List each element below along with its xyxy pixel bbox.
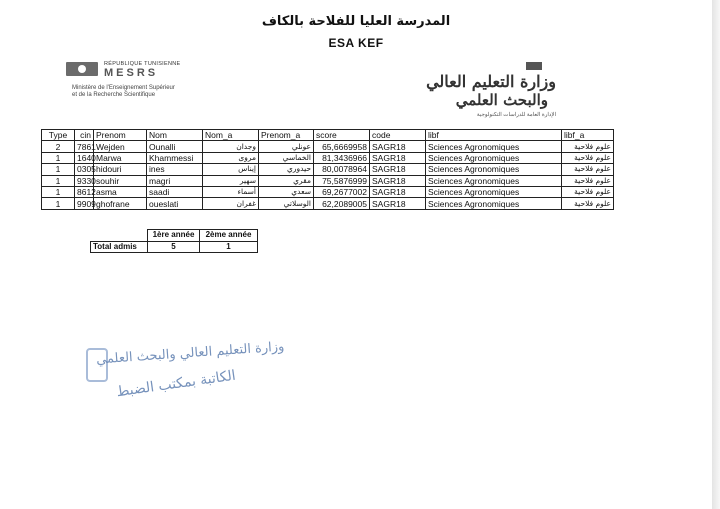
cell-type: 1 (42, 152, 75, 163)
cell-cin: 0305 (75, 164, 94, 175)
cell-prenom-a: حيدوري (259, 164, 314, 175)
cell-prenom: Marwa (94, 152, 147, 163)
cell-nom: ines (147, 164, 203, 175)
cell-nom: Khammessi (147, 152, 203, 163)
cell-score: 65,6669958 (314, 141, 370, 152)
cell-cin: 7861 (75, 141, 94, 152)
cell-score: 81,3436966 (314, 152, 370, 163)
cell-score: 62,2089005 (314, 198, 370, 209)
cell-nom: oueslati (147, 198, 203, 209)
table-row (42, 175, 614, 186)
col-header: code (370, 130, 426, 141)
emblem-icon (526, 62, 542, 70)
cell-prenom-a: مقري (259, 175, 314, 186)
table-row (42, 152, 614, 163)
cell-type: 1 (42, 175, 75, 186)
summary-total-row (91, 241, 258, 253)
cell-nom: magri (147, 175, 203, 186)
cell-type: 2 (42, 141, 75, 152)
table-row (42, 198, 614, 209)
cell-libf-a: علوم فلاحية (562, 152, 614, 163)
cell-score: 80,0078964 (314, 164, 370, 175)
table-header-row (42, 130, 614, 141)
cell-nom: Ounalli (147, 141, 203, 152)
school-title-french: ESA KEF (328, 36, 384, 50)
ministry-line-2: et de la Recherche Scientifique (72, 92, 156, 98)
cell-prenom-a: عونلي (259, 141, 314, 152)
stamp-line-2: الكاتبة بمكتب الضبط (115, 367, 237, 401)
cell-cin: 1640 (75, 152, 94, 163)
table-row (42, 164, 614, 175)
school-title-arabic: المدرسة العليا للفلاحة بالكاف (261, 14, 451, 29)
cell-nom: saadi (147, 186, 203, 197)
cell-libf-a: علوم فلاحية (562, 175, 614, 186)
cell-cin: 8612 (75, 186, 94, 197)
col-header: cin (75, 130, 94, 141)
col-header: libf (426, 130, 562, 141)
cell-nom-a: سهير (203, 175, 259, 186)
summary-corner (91, 230, 148, 242)
summary-col-first-year: 1ère année (148, 230, 200, 242)
cell-type: 1 (42, 164, 75, 175)
cell-code: SAGR18 (370, 198, 426, 209)
ministry-arabic-line-3: الإدارة العامة للدراسات التكنولوجية (476, 112, 556, 118)
cell-prenom: Wejden (94, 141, 147, 152)
ministry-line-1: Ministère de l'Enseignement Supérieur (72, 85, 175, 91)
cell-nom-a: غفران (203, 198, 259, 209)
cell-code: SAGR18 (370, 186, 426, 197)
mesrs-acronym: MESRS (104, 67, 159, 79)
cell-nom-a: وجدان (203, 141, 259, 152)
cell-libf-a: علوم فلاحية (562, 164, 614, 175)
cell-libf: Sciences Agronomiques (426, 175, 562, 186)
cell-cin: 9330 (75, 175, 94, 186)
cell-libf-a: علوم فلاحية (562, 141, 614, 152)
cell-type: 1 (42, 186, 75, 197)
cell-prenom: asma (94, 186, 147, 197)
col-header: score (314, 130, 370, 141)
cell-libf: Sciences Agronomiques (426, 152, 562, 163)
summary-col-second-year: 2ème année (200, 230, 258, 242)
summary-second-year-total: 1 (200, 241, 258, 253)
cell-nom-a: مروى (203, 152, 259, 163)
cell-libf-a: علوم فلاحية (562, 186, 614, 197)
cell-cin: 9909 (75, 198, 94, 209)
cell-nom-a: إيناس (203, 164, 259, 175)
cell-code: SAGR18 (370, 164, 426, 175)
summary-row-label: Total admis (91, 241, 148, 253)
summary-first-year-total: 5 (148, 241, 200, 253)
mesrs-logo (66, 60, 236, 104)
col-header: libf_a (562, 130, 614, 141)
ministry-arabic-line-2: والبحث العلمي (455, 91, 548, 109)
cell-score: 75,5876999 (314, 175, 370, 186)
cell-prenom: hidouri (94, 164, 147, 175)
col-header: Prenom_a (259, 130, 314, 141)
table-row (42, 186, 614, 197)
table-row (42, 141, 614, 152)
ministry-arabic-logo (426, 62, 556, 126)
cell-type: 1 (42, 198, 75, 209)
ministry-arabic-line-1: وزارة التعليم العالي (426, 72, 556, 91)
cell-libf: Sciences Agronomiques (426, 198, 562, 209)
cell-nom-a: أسماء (203, 186, 259, 197)
col-header: Prenom (94, 130, 147, 141)
cell-score: 69,2677002 (314, 186, 370, 197)
cell-libf: Sciences Agronomiques (426, 141, 562, 152)
official-stamp (86, 339, 285, 412)
republic-label: RÉPUBLIQUE TUNISIENNE (104, 61, 181, 67)
stamp-line-1: وزارة التعليم العالي والبحث العلمي (95, 339, 285, 368)
cell-prenom-a: سعدي (259, 186, 314, 197)
col-header: Nom (147, 130, 203, 141)
cell-libf: Sciences Agronomiques (426, 186, 562, 197)
cell-code: SAGR18 (370, 141, 426, 152)
cell-prenom: souhir (94, 175, 147, 186)
cell-code: SAGR18 (370, 152, 426, 163)
cell-libf: Sciences Agronomiques (426, 164, 562, 175)
page-edge (712, 0, 720, 509)
cell-code: SAGR18 (370, 175, 426, 186)
cell-prenom: ghofrane (94, 198, 147, 209)
cell-prenom-a: الخماسي (259, 152, 314, 163)
cell-prenom-a: الوسلاتي (259, 198, 314, 209)
tunisia-flag-icon (66, 62, 98, 76)
admissions-table (41, 129, 614, 210)
cell-libf-a: علوم فلاحية (562, 198, 614, 209)
col-header: Type (42, 130, 75, 141)
col-header: Nom_a (203, 130, 259, 141)
summary-header-row (91, 230, 258, 242)
admissions-summary-table (90, 229, 258, 253)
